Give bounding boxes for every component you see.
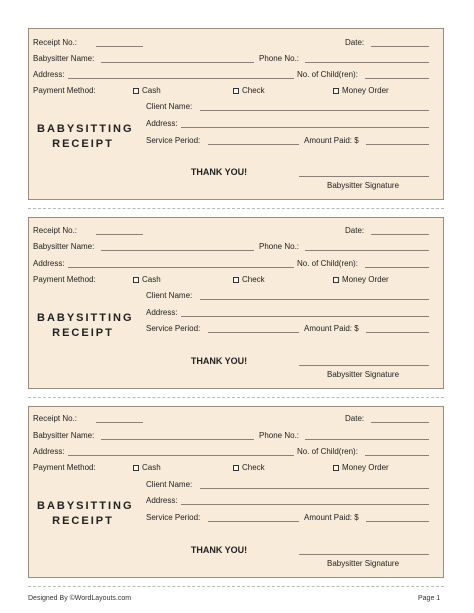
date-field[interactable]: [371, 234, 429, 235]
phone-field[interactable]: [305, 62, 429, 63]
service-period-label: Service Period:: [146, 136, 201, 145]
phone-label: Phone No.:: [259, 242, 300, 251]
money-order-checkbox[interactable]: [333, 277, 339, 283]
payment-method-label: Payment Method:: [33, 463, 96, 472]
date-field[interactable]: [371, 46, 429, 47]
money-order-option[interactable]: [333, 463, 389, 473]
cash-option[interactable]: [133, 275, 161, 285]
check-checkbox[interactable]: [233, 88, 239, 94]
receipt-no-label: Receipt No.:: [33, 38, 78, 47]
receipt-card-1: [28, 28, 444, 200]
money-order-checkbox[interactable]: [333, 465, 339, 471]
cash-label: Cash: [142, 86, 161, 95]
signature-field[interactable]: [299, 365, 429, 366]
address-label: Address:: [33, 447, 65, 456]
payment-method-label: Payment Method:: [33, 86, 96, 95]
receipt-no-field[interactable]: [96, 422, 143, 423]
title-line-1: BABYSITTING: [37, 123, 134, 135]
footer-page-number: Page 1: [418, 595, 441, 602]
client-name-field[interactable]: [200, 488, 429, 489]
receipt-title: [37, 311, 134, 341]
receipt-card-2: [28, 217, 444, 389]
address-field[interactable]: [68, 455, 294, 456]
cut-line-3: [28, 586, 444, 587]
payment-method-label: Payment Method:: [33, 275, 96, 284]
money-order-option[interactable]: [333, 86, 389, 96]
date-field[interactable]: [371, 422, 429, 423]
footer-credit: Designed By ©WordLayouts.com: [28, 595, 132, 602]
cash-checkbox[interactable]: [133, 465, 139, 471]
title-line-1: BABYSITTING: [37, 500, 134, 512]
cash-label: Cash: [142, 463, 161, 472]
money-order-label: Money Order: [342, 86, 389, 95]
money-order-label: Money Order: [342, 275, 389, 284]
title-line-1: BABYSITTING: [37, 312, 134, 324]
client-address-label: Address:: [146, 308, 178, 317]
client-name-label: Client Name:: [146, 480, 193, 489]
receipt-title: [37, 122, 134, 152]
date-label: Date:: [345, 38, 365, 47]
service-period-label: Service Period:: [146, 513, 201, 522]
cash-option[interactable]: [133, 463, 161, 473]
client-address-field[interactable]: [181, 127, 429, 128]
children-field[interactable]: [365, 267, 429, 268]
thank-you-text: THANK YOU!: [190, 545, 248, 555]
amount-paid-field[interactable]: [366, 144, 429, 145]
cash-checkbox[interactable]: [133, 88, 139, 94]
thank-you-text: THANK YOU!: [190, 356, 248, 366]
client-address-label: Address:: [146, 119, 178, 128]
amount-paid-field[interactable]: [366, 332, 429, 333]
cash-checkbox[interactable]: [133, 277, 139, 283]
money-order-checkbox[interactable]: [333, 88, 339, 94]
title-line-2: RECEIPT: [52, 138, 114, 150]
babysitter-name-label: Babysitter Name:: [33, 431, 95, 440]
check-checkbox[interactable]: [233, 277, 239, 283]
money-order-label: Money Order: [342, 463, 389, 472]
phone-field[interactable]: [305, 439, 429, 440]
children-field[interactable]: [365, 78, 429, 79]
receipt-title: [37, 499, 134, 529]
children-label: No. of Child(ren):: [297, 70, 358, 79]
amount-paid-label: Amount Paid: $: [304, 324, 359, 333]
cut-line-2: [28, 397, 444, 398]
address-field[interactable]: [68, 267, 294, 268]
check-option[interactable]: [233, 86, 265, 96]
service-period-field[interactable]: [208, 521, 299, 522]
cash-label: Cash: [142, 275, 161, 284]
check-label: Check: [242, 86, 265, 95]
service-period-label: Service Period:: [146, 324, 201, 333]
signature-label: Babysitter Signature: [327, 181, 400, 190]
children-label: No. of Child(ren):: [297, 447, 358, 456]
date-label: Date:: [345, 414, 365, 423]
client-name-label: Client Name:: [146, 102, 193, 111]
client-address-field[interactable]: [181, 316, 429, 317]
address-label: Address:: [33, 259, 65, 268]
receipt-card-3: [28, 406, 444, 578]
client-name-field[interactable]: [200, 110, 429, 111]
check-label: Check: [242, 463, 265, 472]
client-name-field[interactable]: [200, 299, 429, 300]
phone-label: Phone No.:: [259, 54, 300, 63]
children-label: No. of Child(ren):: [297, 259, 358, 268]
babysitter-name-label: Babysitter Name:: [33, 54, 95, 63]
signature-label: Babysitter Signature: [327, 370, 400, 379]
receipt-no-label: Receipt No.:: [33, 414, 78, 423]
signature-field[interactable]: [299, 554, 429, 555]
babysitter-name-field[interactable]: [101, 62, 254, 63]
receipt-no-label: Receipt No.:: [33, 226, 78, 235]
title-line-2: RECEIPT: [52, 515, 114, 527]
cut-line-1: [28, 208, 444, 209]
client-address-field[interactable]: [181, 504, 429, 505]
amount-paid-label: Amount Paid: $: [304, 136, 359, 145]
children-field[interactable]: [365, 455, 429, 456]
signature-field[interactable]: [299, 176, 429, 177]
amount-paid-field[interactable]: [366, 521, 429, 522]
address-field[interactable]: [68, 78, 294, 79]
address-label: Address:: [33, 70, 65, 79]
check-option[interactable]: [233, 275, 265, 285]
receipt-no-field[interactable]: [96, 46, 143, 47]
cash-option[interactable]: [133, 86, 161, 96]
check-option[interactable]: [233, 463, 265, 473]
money-order-option[interactable]: [333, 275, 389, 285]
thank-you-text: THANK YOU!: [190, 167, 248, 177]
phone-label: Phone No.:: [259, 431, 300, 440]
date-label: Date:: [345, 226, 365, 235]
client-address-label: Address:: [146, 496, 178, 505]
check-checkbox[interactable]: [233, 465, 239, 471]
phone-field[interactable]: [305, 250, 429, 251]
signature-label: Babysitter Signature: [327, 559, 400, 568]
babysitter-name-field[interactable]: [101, 439, 254, 440]
amount-paid-label: Amount Paid: $: [304, 513, 359, 522]
check-label: Check: [242, 275, 265, 284]
service-period-field[interactable]: [208, 332, 299, 333]
receipt-no-field[interactable]: [96, 234, 143, 235]
service-period-field[interactable]: [208, 144, 299, 145]
client-name-label: Client Name:: [146, 291, 193, 300]
babysitter-name-field[interactable]: [101, 250, 254, 251]
title-line-2: RECEIPT: [52, 327, 114, 339]
babysitter-name-label: Babysitter Name:: [33, 242, 95, 251]
